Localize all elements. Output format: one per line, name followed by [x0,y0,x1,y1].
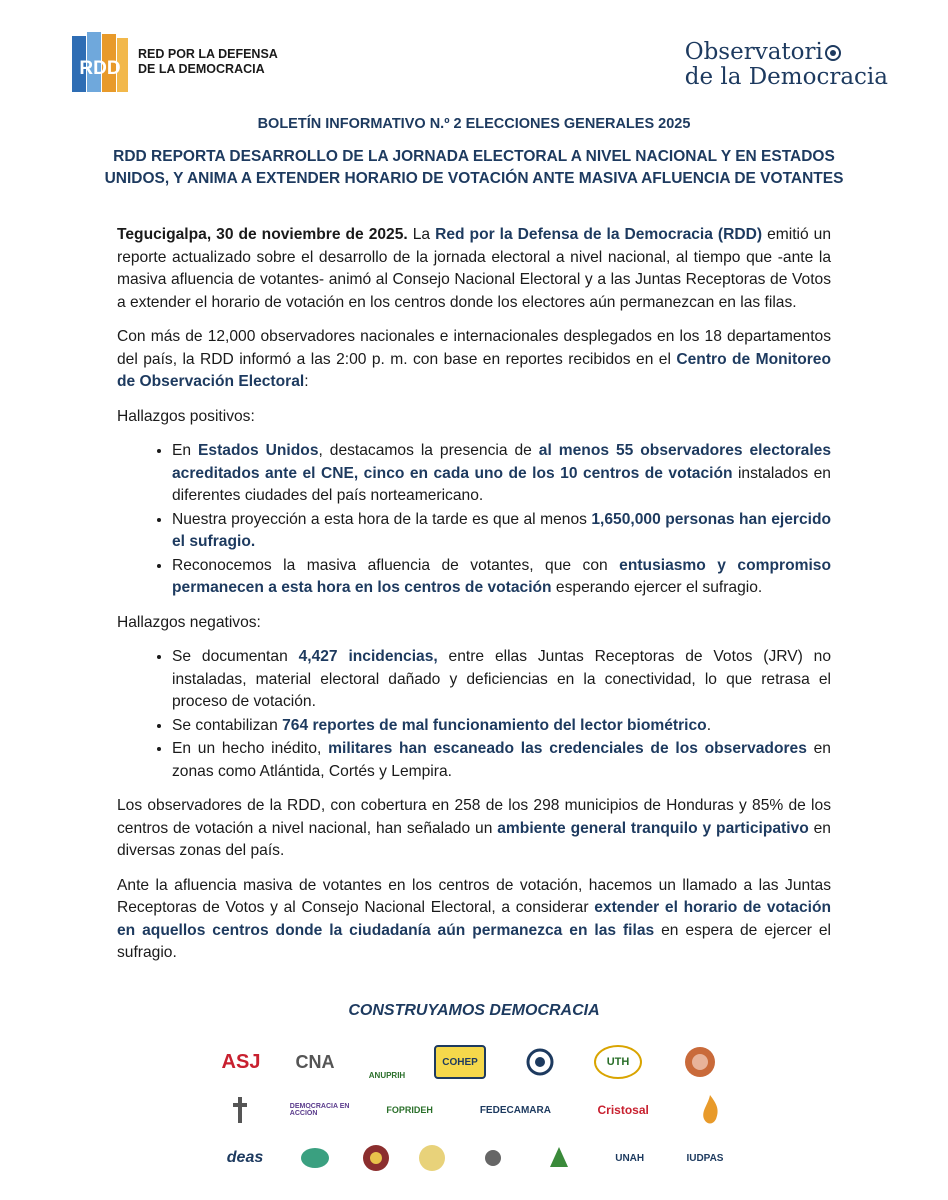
highlight: al menos 55 observadores electorales acreditados ante el CNE, cinco en cada uno de los 10 centros de votación [172,442,831,482]
list-item [172,440,831,508]
list-item [172,509,831,554]
fedecamara-logo: FEDECAMARA [479,1104,551,1116]
leaf-icon [546,1145,572,1171]
list-item [172,555,831,600]
negative-findings-label: Hallazgos negativos: [117,613,261,631]
seal-icon [483,1148,503,1168]
anuprih-logo: ANUPRIH [368,1071,406,1080]
highlight: ambiente general tranquilo y participativo [497,819,809,837]
iudpas-logo: IUDPAS [686,1152,724,1164]
list-item [172,738,831,783]
seal-icon [417,1143,447,1173]
flame-icon [698,1093,722,1127]
rdd-logo-mark: RDD [79,58,121,79]
text: La [407,226,436,243]
cna-logo: CNA [295,1051,335,1072]
deas-logo: deas [226,1149,264,1166]
partner-row [215,1136,735,1180]
rdd-name-line2: DE LA DEMOCRACIA [138,62,265,76]
cross-icon [230,1095,250,1125]
uth-logo: UTH [594,1045,642,1079]
highlight: 764 reportes de mal funcionamiento del lector biométrico [282,716,707,734]
text: en diversas zonas del país. [117,819,831,859]
text: . [706,716,712,734]
unah-logo: UNAH [615,1152,645,1164]
emblem-icon [525,1047,555,1077]
seal-icon [361,1143,391,1173]
flame-logo [685,1092,735,1128]
rdd-logo [70,28,130,96]
text: Se contabilizan [172,716,283,734]
conferencia-episcopal-logo [215,1092,265,1128]
text: Se documentan [172,648,299,665]
negative-findings-list [117,646,831,783]
positive-findings-label: Hallazgos positivos: [117,407,255,425]
partner-logos [215,1040,735,1180]
partner-row [215,1040,735,1084]
gold-seal-logo [412,1140,452,1176]
rdd-name [138,47,278,77]
text: Reconocemos la masiva afluencia de votantes, que con [172,556,620,574]
list-item [172,715,831,738]
bird-logo [291,1140,339,1176]
text: en espera de ejercer el sufragio. [117,921,831,961]
obs-line2: de la Democracia [684,64,888,90]
highlight: 1,650,000 personas han ejercido el sufragio. [172,510,831,550]
text: Los observadores de la RDD, con cobertura en 258 de los 298 municipios de Honduras y 85% de los centros de votación a nivel nacional, han señalado un [117,797,831,837]
obs-line1: Observatori [684,39,823,65]
highlight: Centro de Monitoreo de Observación Electoral [117,350,831,390]
headline: RDD REPORTA DESARROLLO DE LA JORNADA ELECTORAL A NIVEL NACIONAL Y EN ESTADOS UNIDOS, Y ANIMA A EXTENDER HORARIO DE VOTACIÓN ANTE MASIVA AFLUENCIA DE VOTANTES [104,148,844,187]
fopprideh-logo: FOPRIDEH [386,1105,433,1115]
emblem-icon [682,1044,718,1080]
fepacom-logo [534,1140,584,1176]
eye-icon [823,45,843,61]
partner-emblem-logo [665,1044,735,1080]
text: Ante la afluencia masiva de votantes en los centros de votación, hacemos un llamado a las Juntas Receptoras de Votos y al Consejo Nacional Electoral, a considerar [117,876,831,916]
bulletin-label: BOLETÍN INFORMATIVO N.º 2 ELECCIONES GENERALES 2025 [257,116,691,132]
text: , destacamos la presencia de [318,442,539,459]
partner-row [215,1088,735,1132]
text: Nuestra proyección a esta hora de la tarde es que al menos [172,510,592,528]
highlight: Estados Unidos [198,442,319,459]
highlight: entusiasmo y compromiso permanecen a esta hora en los centros de votación [172,556,831,596]
list-item [172,646,831,714]
paragraph-call [117,875,831,965]
text: emitió un reporte actualizado sobre el desarrollo de la jornada electoral a nivel nacional, al tiempo que -ante la masiva afluencia de votantes- animó al Consejo Nacional Electoral y a las Juntas Receptoras de Votos a extender el horario de votación en los centros donde los electores aún permanezcan en las filas. [117,226,832,311]
text: entre ellas Juntas Receptoras de Votos (JRV) no instaladas, material electoral dañado y deficiencias en la conectividad, lo que retrasa el proceso de votación. [172,648,831,710]
highlight: extender el horario de votación en aquellos centros donde la ciudadanía aún permanezca en las filas [117,899,832,939]
paragraph-coverage [117,795,831,863]
paragraph-intro [117,224,831,314]
text: En [172,442,199,459]
highlight: 4,427 incidencias, [298,648,438,665]
confraternidad-logo [509,1044,571,1080]
text: esperando ejercer el sufragio. [551,579,763,596]
text: : [304,373,309,390]
article-body [117,224,831,977]
cohep-logo: COHEP [434,1045,486,1079]
paragraph-observers [117,326,831,394]
closing-slogan: CONSTRUYAMOS DEMOCRACIA [348,1002,600,1019]
ari-logo [468,1140,518,1176]
text: instalados en diferentes ciudades del país norteamericano. [172,464,831,504]
round-seal-logo [356,1140,396,1176]
asj-logo: ASJ [221,1050,261,1073]
dateline: Tegucigalpa, 30 de noviembre de 2025. [117,226,408,243]
letterhead [0,0,948,110]
rdd-name-line1: RED POR LA DEFENSA [138,47,278,61]
bird-icon [298,1143,332,1173]
highlight: militares han escaneado las credenciales de los observadores [328,740,807,757]
text: Con más de 12,000 observadores nacionales e internacionales desplegados en los 18 departamentos del país, la RDD informó a las 2:00 p. m. con base en reportes recibidos en el [117,328,831,368]
org-name: Red por la Defensa de la Democracia (RDD) [435,226,763,243]
cristosal-logo: Cristosal [597,1103,649,1117]
text: en zonas como Atlántida, Cortés y Lempira. [172,740,831,780]
democracia-en-accion-logo: DEMOCRACIA EN ACCIÓN [289,1103,350,1117]
observatorio-logo [685,40,888,90]
positive-findings-list [117,440,831,600]
text: En un hecho inédito, [172,740,329,757]
